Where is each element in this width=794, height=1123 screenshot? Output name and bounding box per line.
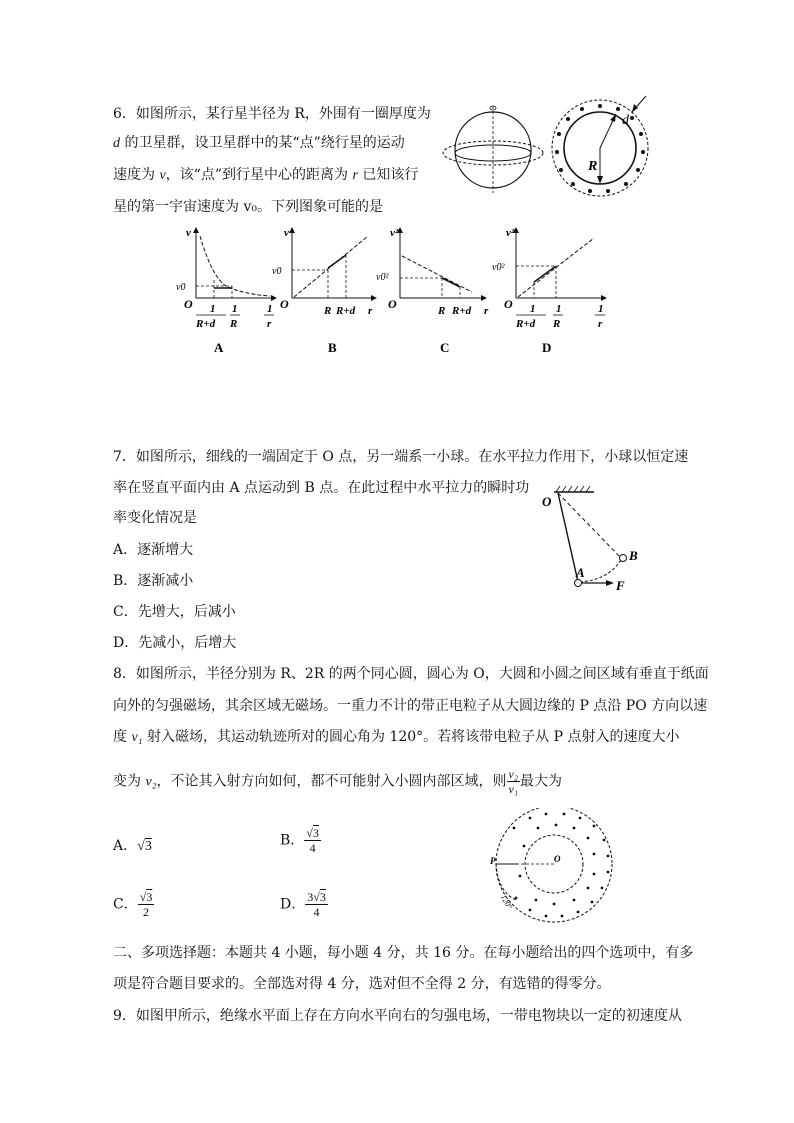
graph-a-ytick: v0 [176, 282, 186, 293]
q8-var-v1: v₁ [131, 730, 143, 745]
q7-pendulum-figure [530, 480, 650, 598]
q8-var-v2: v₂ [145, 774, 157, 790]
graph-c [376, 227, 489, 355]
q7-option-d: D．先减小，后增大 [113, 635, 237, 651]
graph-d-ytick: v0² [492, 262, 505, 273]
q6-planet-figure [438, 98, 548, 198]
q9-line-1: 9．如图甲所示，绝缘水平面上存在方向水平向右的匀强电场，一带电物块以一定的初速度从 [113, 1008, 682, 1024]
q7-option-a: A．逐渐增大 [113, 542, 194, 558]
q8-option-a-label: A． [113, 838, 138, 854]
q8-option-a-root: 3 [144, 839, 152, 854]
q8-option-a-value: √3 [137, 839, 152, 854]
q8-line-1: 8．如图所示，半径分别为 R、2R 的两个同心圆，圆心为 O，大圆和小圆之间区域有垂直于纸面 [113, 666, 709, 682]
q6-graphs [170, 222, 620, 358]
q8-option-c [113, 890, 154, 919]
graph-c-xtick-Rd: R+d [452, 305, 472, 317]
q7-line-1: 7．如图所示，细线的一端固定于 O 点，另一端系一小球。在水平拉力作用下，小球以恒定速 [113, 449, 689, 465]
q6-line-2-text: 的卫星群，设卫星群中的某“点”绕行星的运动 [120, 135, 405, 151]
q8-ratio-den: v₁ [508, 782, 519, 796]
graph-d-xtick-1-den: R+d [516, 318, 536, 330]
q8-option-c-fraction [138, 890, 155, 919]
graph-a-xlabel-num: 1 [267, 303, 273, 315]
q8-option-d-fraction [305, 890, 328, 919]
graph-b-xtick-R: R [324, 305, 332, 317]
q7-label-B: B [629, 548, 638, 563]
q8-option-c-den: 2 [143, 905, 150, 919]
q8-line-4-text: ，不论其入射方向如何，都不可能射入小圆内部区域，则 [156, 773, 507, 790]
q8-label-P: P [490, 856, 496, 866]
graph-c-origin: O [388, 297, 397, 311]
q8-line-4 [113, 767, 562, 796]
q7-option-c: C．先增大，后减小 [113, 604, 236, 620]
graph-d-xtick-2-den: R [553, 318, 561, 330]
q8-option-d [280, 890, 328, 919]
q6-ring-label-d: d [622, 113, 629, 128]
q7-label-F: F [616, 578, 625, 593]
q8-option-d-den: 4 [313, 905, 320, 919]
q8-line-4-end: 最大为 [520, 773, 563, 790]
graph-b-option: B [328, 340, 337, 355]
q6-line-3-end: 已知该行 [357, 167, 419, 183]
graph-c-xtick-r: r [484, 305, 489, 317]
q7-label-O: O [542, 494, 552, 509]
graph-d-xtick-1-num: 1 [530, 303, 536, 315]
graph-b [272, 227, 374, 355]
q6-var-d: d [113, 136, 120, 151]
graph-a-xtick-1-num: 1 [210, 303, 216, 315]
q8-option-b-num: √3 [306, 826, 319, 840]
q7-line-3: 率变化情况是 [113, 510, 197, 526]
q8-label-angle: 120° [498, 893, 515, 911]
graph-a-option: A [214, 340, 224, 355]
q8-field-figure [490, 808, 640, 928]
q8-option-d-num: 3√3 [307, 890, 326, 904]
graph-b-ylabel: v [284, 227, 289, 239]
q8-option-c-label: C． [113, 896, 138, 913]
q8-option-b-den: 4 [309, 841, 316, 855]
graph-a-ylabel: v [186, 227, 191, 239]
q6-var-v: v [159, 168, 166, 183]
q8-line-3 [113, 727, 680, 748]
q6-line-4: 星的第一宇宙速度为 v₀。下列图象可能的是 [113, 199, 383, 215]
q7-label-A: A [576, 565, 585, 580]
graph-b-origin: O [280, 297, 289, 311]
q8-line-3-text: 射入磁场，其运动轨迹所对的圆心角为 120°。若将该带电粒子从 P 点射入的速度大小 [142, 729, 680, 745]
graph-c-option: C [440, 340, 450, 355]
q8-line-2: 向外的匀强磁场，其余区域无磁场。一重力不计的带正电粒子从大圆边缘的 P 点沿 PO 方向以速 [113, 698, 708, 714]
q8-line-4-pre: 变为 [113, 773, 146, 790]
graph-c-xtick-R: R [438, 305, 446, 317]
graph-a [176, 227, 274, 355]
q6-line-3-pre: 速度为 [113, 167, 160, 183]
q8-ratio-fraction [507, 767, 521, 796]
graph-d-origin: O [504, 297, 513, 311]
q8-option-b-fraction [304, 826, 321, 855]
q8-ratio-num: v₂ [508, 767, 519, 781]
q6-var-r: r [352, 168, 358, 183]
section2-line-1: 二、多项选择题：本题共 4 小题，每小题 4 分，共 16 分。在每小题给出的四个选项中，有多 [113, 945, 694, 961]
graph-b-xtick-r: r [368, 305, 373, 317]
q7-line-2: 率在竖直平面内由 A 点运动到 B 点。在此过程中水平拉力的瞬时功 [113, 480, 530, 496]
q8-option-c-num: √3 [139, 890, 153, 904]
graph-a-xlabel-den: r [267, 318, 272, 330]
q7-option-b: B．逐渐减小 [113, 573, 194, 589]
graph-d-option: D [542, 340, 552, 355]
q8-option-d-label: D． [280, 896, 306, 913]
graph-d-xtick-2-num: 1 [556, 303, 562, 315]
graph-b-ytick: v0 [272, 266, 282, 277]
graph-a-xtick-1-den: R+d [196, 318, 216, 330]
graph-c-ylabel: v² [390, 227, 399, 239]
graph-c-ytick: v0² [376, 272, 389, 283]
graph-b-xtick-Rd: R+d [336, 305, 356, 317]
q8-label-O: O [554, 854, 561, 864]
graph-a-xtick-2-den: R [230, 318, 238, 330]
q6-ring-label-R: R [588, 159, 598, 174]
section2-line-2: 项是符合题目要求的。全部选对得 4 分，选对但不全得 2 分，有选错的得零分。 [113, 976, 611, 992]
graph-d-xlabel-den: r [598, 318, 603, 330]
graph-a-origin: O [184, 297, 193, 311]
q6-line-3-text: ，该“点”到行星中心的距离为 [165, 167, 353, 183]
q6-line-3 [113, 165, 418, 186]
q8-line-3-pre: 度 [113, 729, 132, 745]
graph-a-xtick-2-num: 1 [232, 303, 238, 315]
q8-option-b-label: B． [280, 832, 305, 849]
q6-line-2 [113, 133, 405, 154]
q8-option-a [113, 836, 152, 857]
graph-d-ylabel: v² [506, 227, 515, 239]
q6-line-1: 6．如图所示，某行星半径为 R，外围有一圈厚度为 [113, 106, 431, 122]
graph-d [492, 227, 605, 355]
graph-d-xlabel-num: 1 [598, 303, 604, 315]
q8-option-b [280, 826, 321, 855]
q6-ring-figure [548, 92, 658, 202]
